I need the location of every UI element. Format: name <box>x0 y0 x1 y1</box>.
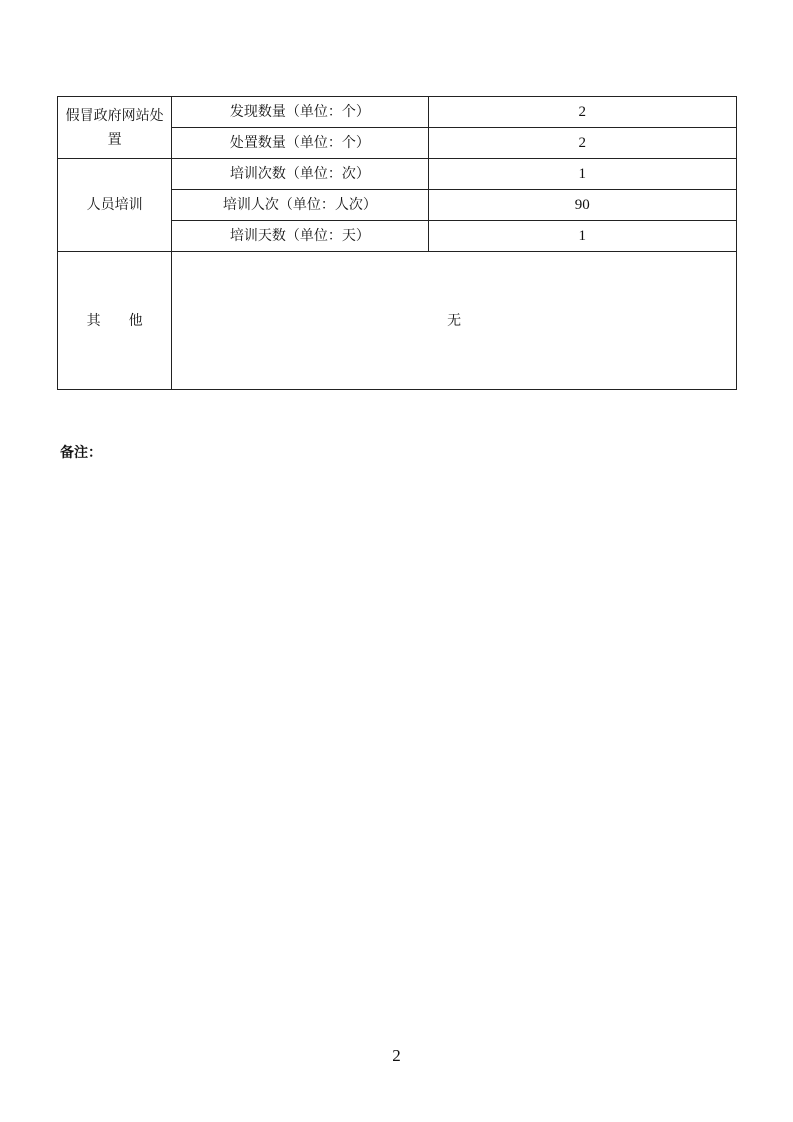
notes-label: 备注： <box>60 445 102 461</box>
value-cell: 1 <box>428 159 736 190</box>
other-label-first: 其 <box>86 312 101 329</box>
item-cell: 发现数量（单位：个） <box>172 97 428 128</box>
item-cell: 培训天数（单位：天） <box>172 221 428 252</box>
table-row <box>58 97 737 128</box>
value-cell: 1 <box>428 221 736 252</box>
item-cell: 处置数量（单位：个） <box>172 128 428 159</box>
item-cell: 培训次数（单位：次） <box>172 159 428 190</box>
category-cell <box>58 97 172 159</box>
value-cell: 2 <box>428 97 736 128</box>
table-row <box>58 159 737 190</box>
value-cell: 2 <box>428 128 736 159</box>
item-cell: 培训人次（单位：人次） <box>172 190 428 221</box>
table-row-other <box>58 252 737 390</box>
value-cell: 90 <box>428 190 736 221</box>
category-cell <box>58 159 172 252</box>
page-number: 2 <box>392 1046 401 1065</box>
category-label: 假冒政府网站处置 <box>65 107 164 148</box>
other-label-second: 他 <box>128 312 143 329</box>
report-table <box>57 96 737 390</box>
other-label-cell <box>58 252 172 390</box>
category-label: 人员培训 <box>86 197 143 213</box>
other-value-cell: 无 <box>172 252 737 390</box>
